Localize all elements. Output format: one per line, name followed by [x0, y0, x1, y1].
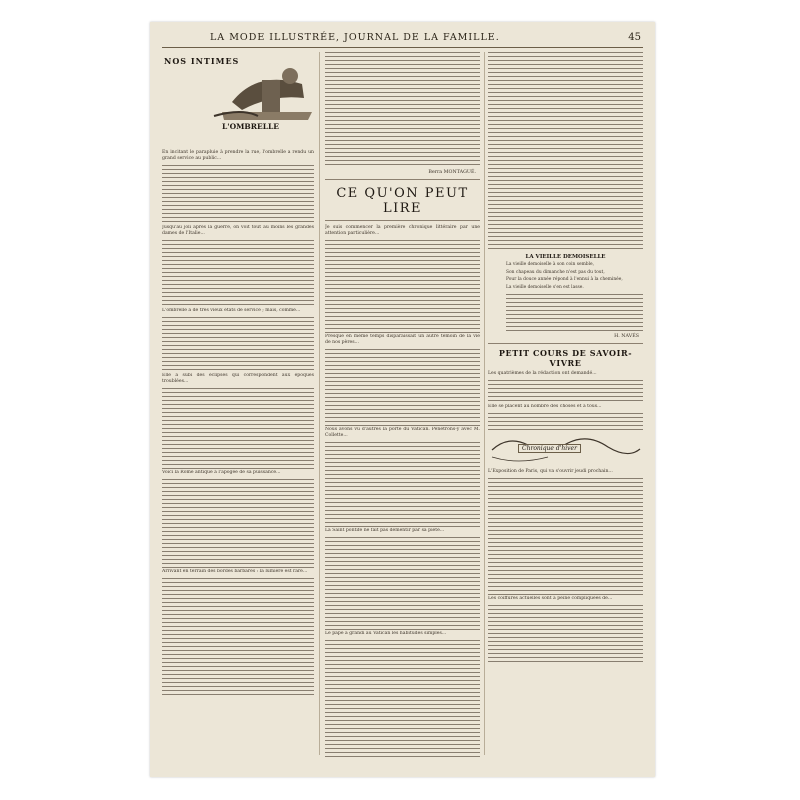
- header-rule: [162, 47, 643, 48]
- text-lines: [162, 163, 314, 225]
- section-title: PETIT COURS DE SAVOIR-VIVRE: [498, 348, 633, 369]
- column-2: [325, 50, 480, 770]
- chronique-label: Chronique d'hiver: [518, 444, 581, 453]
- separator: [325, 220, 480, 221]
- signature: Berra MONTAGUÉ.: [428, 170, 476, 175]
- magazine-page: [150, 22, 655, 777]
- page-number: 45: [628, 32, 641, 43]
- poem-lines: [506, 292, 643, 332]
- paragraph: Les quatrièmes de la rédaction ont demandé...: [488, 371, 597, 377]
- section-title: CE QU'ON PEUT LIRE: [336, 186, 469, 216]
- separator: [488, 343, 643, 344]
- text-lines: [488, 603, 643, 663]
- column-1: [162, 50, 314, 770]
- poem-line: La vieille demoiselle à son coin semble,: [506, 262, 594, 267]
- paragraph: L'ombrelle a de très vieux états de service ; mais, comme...: [162, 308, 301, 313]
- text-lines: [488, 411, 643, 431]
- poem-signature: H. NAVÉS: [614, 334, 639, 340]
- paragraph: Je suis commencer la première chronique littéraire par une attention particulière...: [325, 225, 480, 236]
- chronique-banner: [488, 435, 643, 465]
- article-title-ombrelle: L'OMBRELLE: [222, 122, 279, 131]
- paragraph: L'Exposition de Paris, qui va s'ouvrir jeudi prochain...: [488, 469, 613, 475]
- paragraph: Elle se placent au nombre des choses et à tous...: [488, 404, 602, 410]
- text-lines: [162, 576, 314, 696]
- nos-intimes-vignette: [162, 50, 314, 150]
- text-lines: [325, 638, 480, 758]
- paragraph: Les coiffures actuelles sont à peine compliquées de...: [488, 596, 613, 602]
- poem-line: La vieille demoiselle s'en est lasse.: [506, 284, 584, 290]
- paragraph: Voici la Rome antique à l'apogée de sa puissance...: [162, 470, 281, 475]
- text-lines: [488, 476, 643, 596]
- column-divider-1: [319, 52, 320, 755]
- paragraph: Arrivant en terrain des bordes barbares : la lumière est rare...: [162, 569, 308, 574]
- separator: [325, 179, 480, 180]
- column-divider-2: [484, 52, 485, 755]
- poem-line: Son chapeau du dimanche n'est pas du tout,: [506, 269, 605, 275]
- text-lines: [488, 50, 643, 250]
- paragraph: Elle a subi des éclipses qui correspondent aux époques troublées...: [162, 373, 314, 384]
- vignette-title: NOS INTIMES: [164, 56, 240, 66]
- paragraph: Le pape a grandi au Vatican les habitudes simples...: [325, 631, 447, 636]
- text-lines: [325, 440, 480, 528]
- text-lines: [162, 477, 314, 569]
- text-lines: [488, 378, 643, 404]
- column-3: [488, 50, 643, 770]
- text-lines: [325, 347, 480, 427]
- paragraph: Presque en même temps disparaissait un autre témoin de la vie de nos pères...: [325, 334, 480, 345]
- text-lines: [162, 386, 314, 470]
- text-lines: [162, 238, 314, 308]
- text-lines: [325, 238, 480, 334]
- paragraph: La Saint pontife ne fait pas démentir par sa piété...: [325, 528, 445, 533]
- running-title: LA MODE ILLUSTRÉE, JOURNAL DE LA FAMILLE.: [210, 32, 500, 43]
- text-lines: [325, 50, 480, 168]
- text-lines: [162, 315, 314, 373]
- paragraph: En incitant le parapluie à prendre la rue, l'ombrelle a rendu un grand service au public...: [162, 150, 314, 161]
- poem-title: LA VIEILLE DEMOISELLE: [525, 254, 606, 260]
- paragraph: Jusqu'au joli après la guerre, on voit tout au moins les grandes dames de l'Italie...: [162, 225, 314, 236]
- poem-line: Pour la douce année répond à l'ennui à la cheminée,: [506, 277, 623, 283]
- text-lines: [325, 535, 480, 631]
- paragraph: Nous avons vu d'autres la porte du Vatican. Pénétrons-y avec M. Collette...: [325, 427, 480, 438]
